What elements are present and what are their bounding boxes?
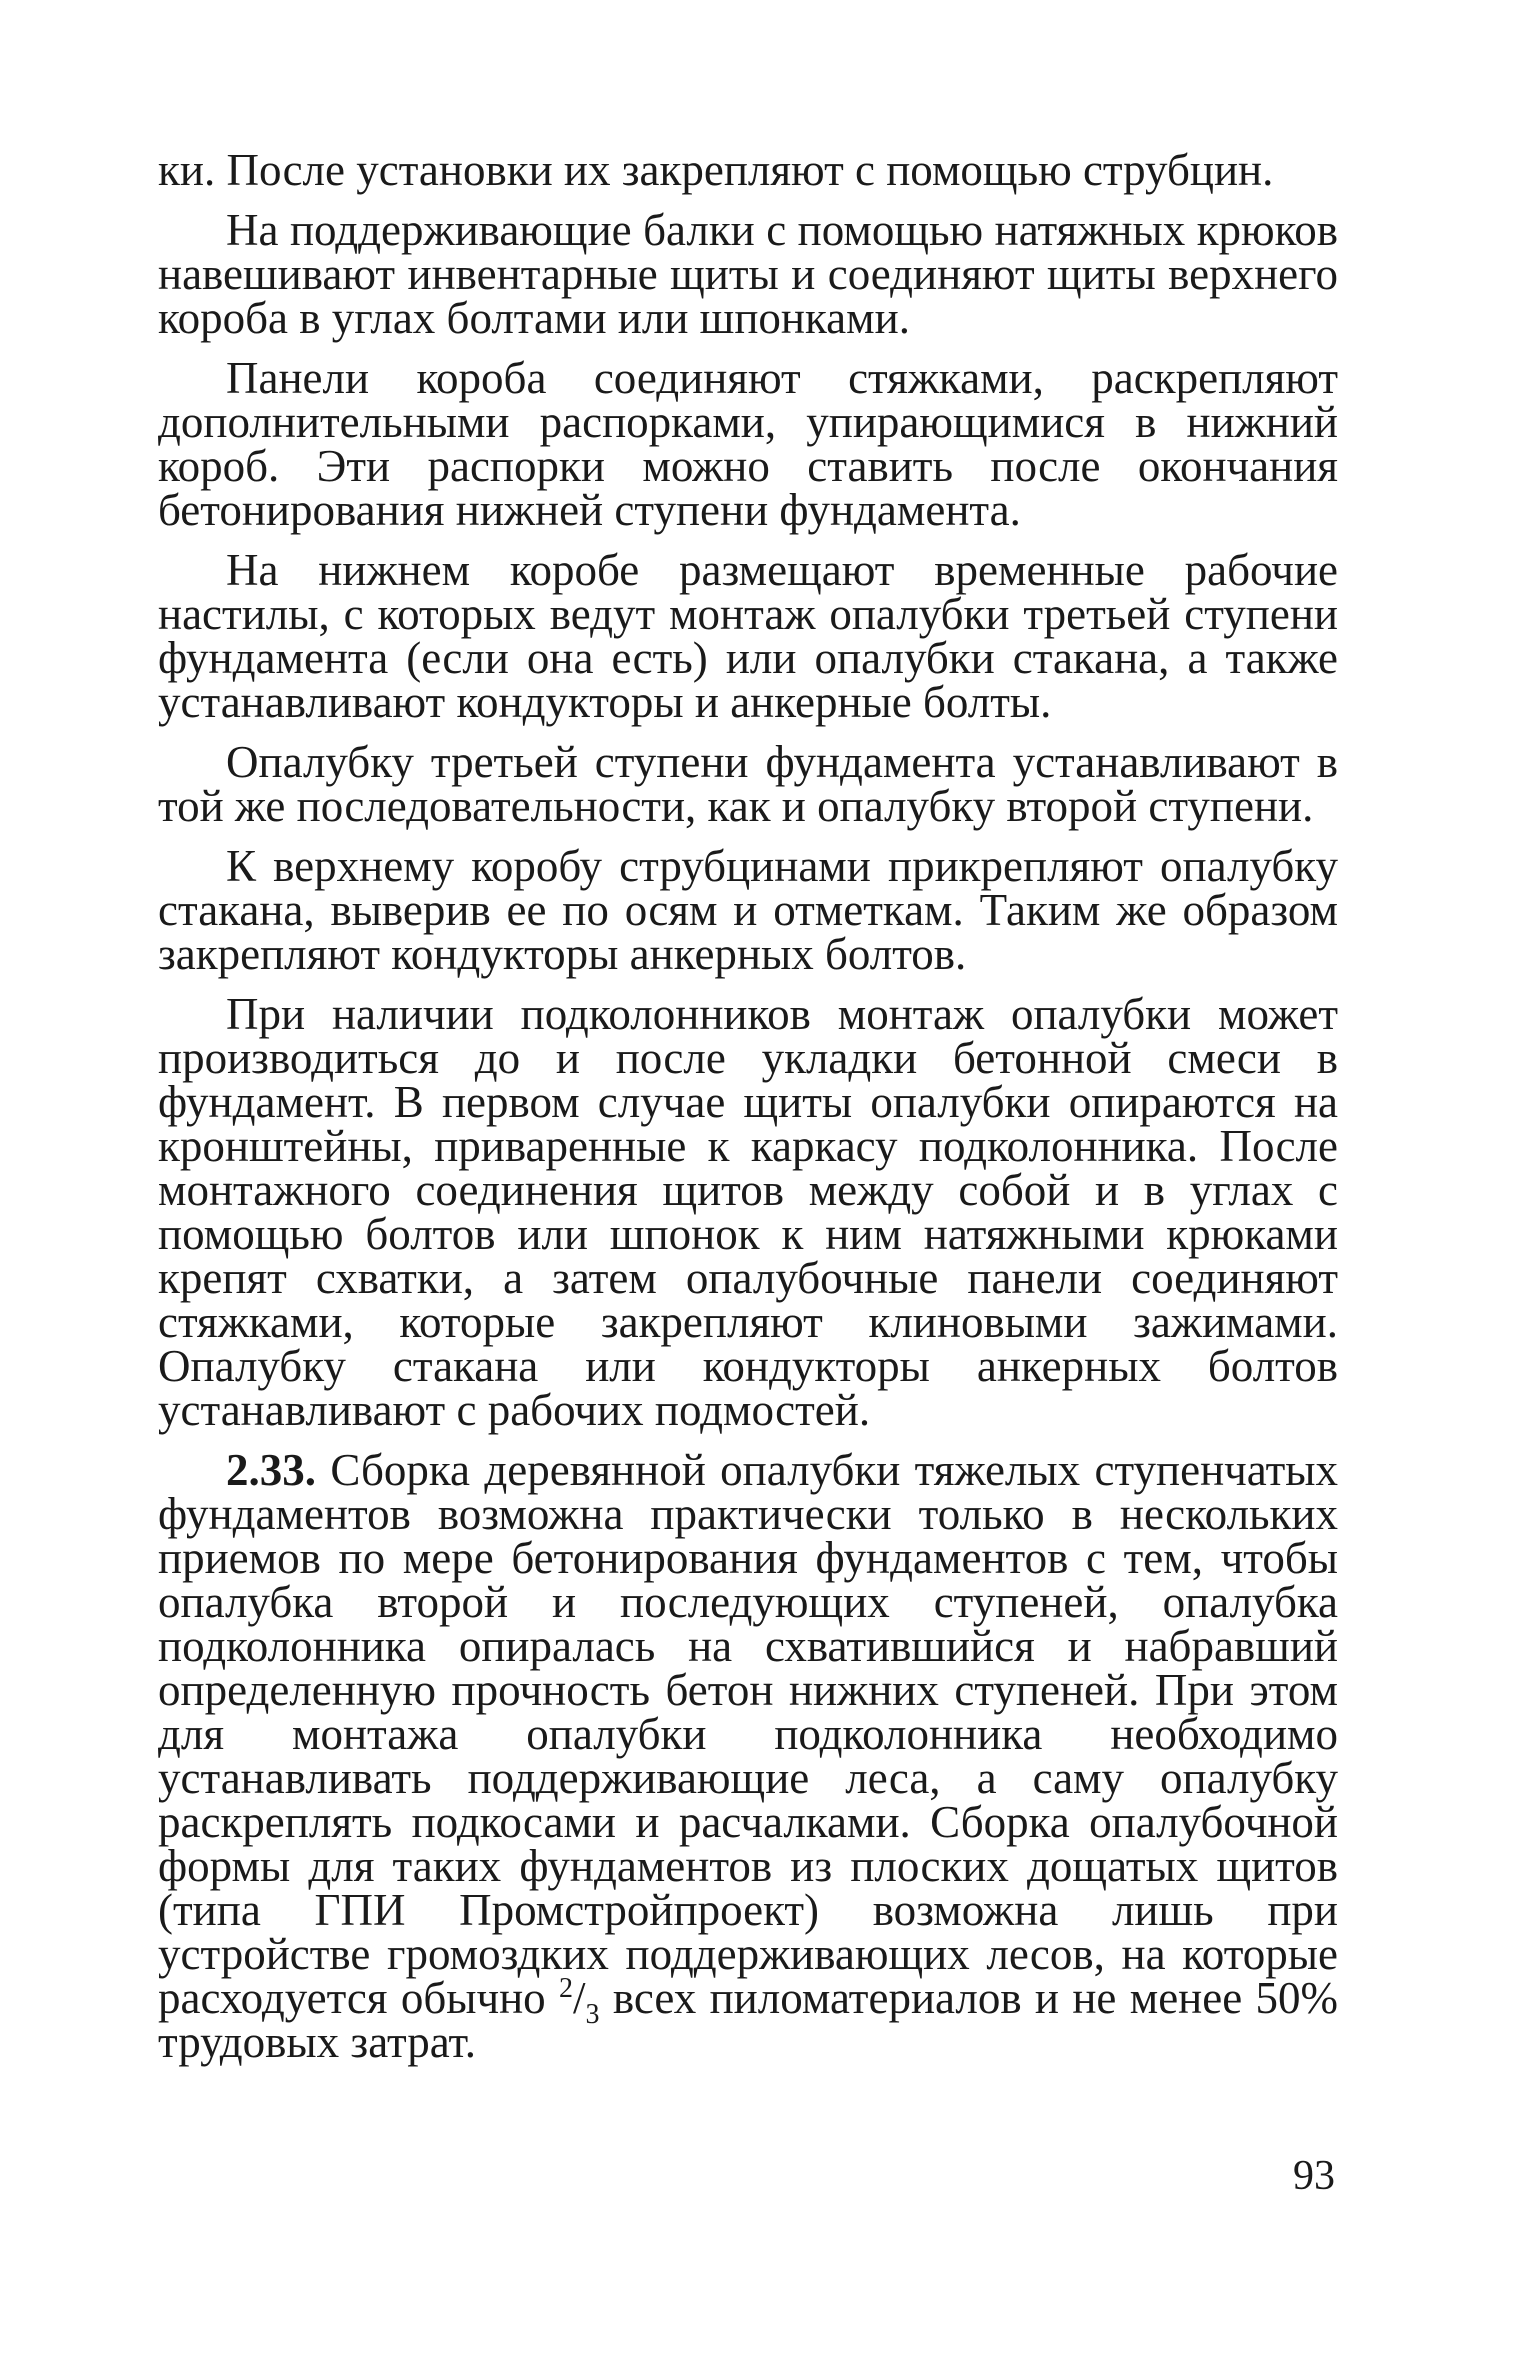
fraction: $^2/_3$ [559, 1973, 600, 2030]
section-paragraph [158, 1445, 1339, 2067]
section-text-before-fraction: Сборка деревянной опалубки тяжелых ступенчатых фундаментов возможна практически только в нескольких приемов по мере бетонирования фундаментов с тем, чтобы опалубка второй и последующих ступеней, опалубка подколонника опиралась на схватившийся и набравший определенную прочность бетон нижних ступеней. При этом для монтажа опалубки подколонника необходимо устанавливать поддерживающие леса, а саму опалубку раскреплять подкосами и расчалками. Сборка опалубочной формы для таких фундаментов из плоских дощатых щитов (типа ГПИ Промстройпроект) возможна лишь при устройстве громоздких поддерживающих лесов, на которые расходуется обычно [158, 1445, 1339, 2023]
paragraph-7: При наличии подколонников монтаж опалубки может производиться до и после укладки бетонной смеси в фундамент. В первом случае щиты опалубки опираются на кронштейны, приваренные к каркасу подколонника. После монтажного соединения щитов между собой и в углах с помощью болтов или шпонок к ним натяжными крюками крепят схватки, а затем опалубочные панели соединяют стяжками, которые закрепляют клиновыми зажимами. Опалубку стакана или кондукторы анкерных болтов устанавливают с рабочих подмостей. [158, 989, 1338, 1435]
fraction-numerator: 2 [559, 1973, 574, 2004]
page-number: 93 [1293, 2153, 1335, 2199]
paragraph-2: На поддерживающие балки с помощью натяжных крюков навешивают инвентарные щиты и соединяют щиты верхнего короба в углах болтами или шпонками. [158, 205, 1338, 343]
section-number: 2.33. [226, 1445, 316, 1495]
paragraph-1: ки. После установки их закрепляют с помощью струбцин. [158, 145, 1274, 195]
page-body [158, 145, 1339, 2080]
section-text-after-fraction: всех пиломатериалов и не менее 50% трудовых затрат. [158, 1973, 1339, 2067]
fraction-denominator: 3 [585, 1999, 600, 2030]
paragraph-6: К верхнему коробу струбцинами прикрепляют опалубку стакана, выверив ее по осям и отметкам. Таким же образом закрепляют кондукторы анкерных болтов. [158, 841, 1338, 979]
paragraph-3: Панели короба соединяют стяжками, раскрепляют дополнительными распорками, упирающимися в нижний короб. Эти распорки можно ставить после окончания бетонирования нижней ступени фундамента. [158, 353, 1338, 535]
paragraph-5: Опалубку третьей ступени фундамента устанавливают в той же последовательности, как и опалубку второй ступени. [158, 737, 1338, 831]
paragraph-4: На нижнем коробе размещают временные рабочие настилы, с которых ведут монтаж опалубки третьей ступени фундамента (если она есть) или опалубки стакана, а также устанавливают кондукторы и анкерные болты. [158, 545, 1338, 727]
